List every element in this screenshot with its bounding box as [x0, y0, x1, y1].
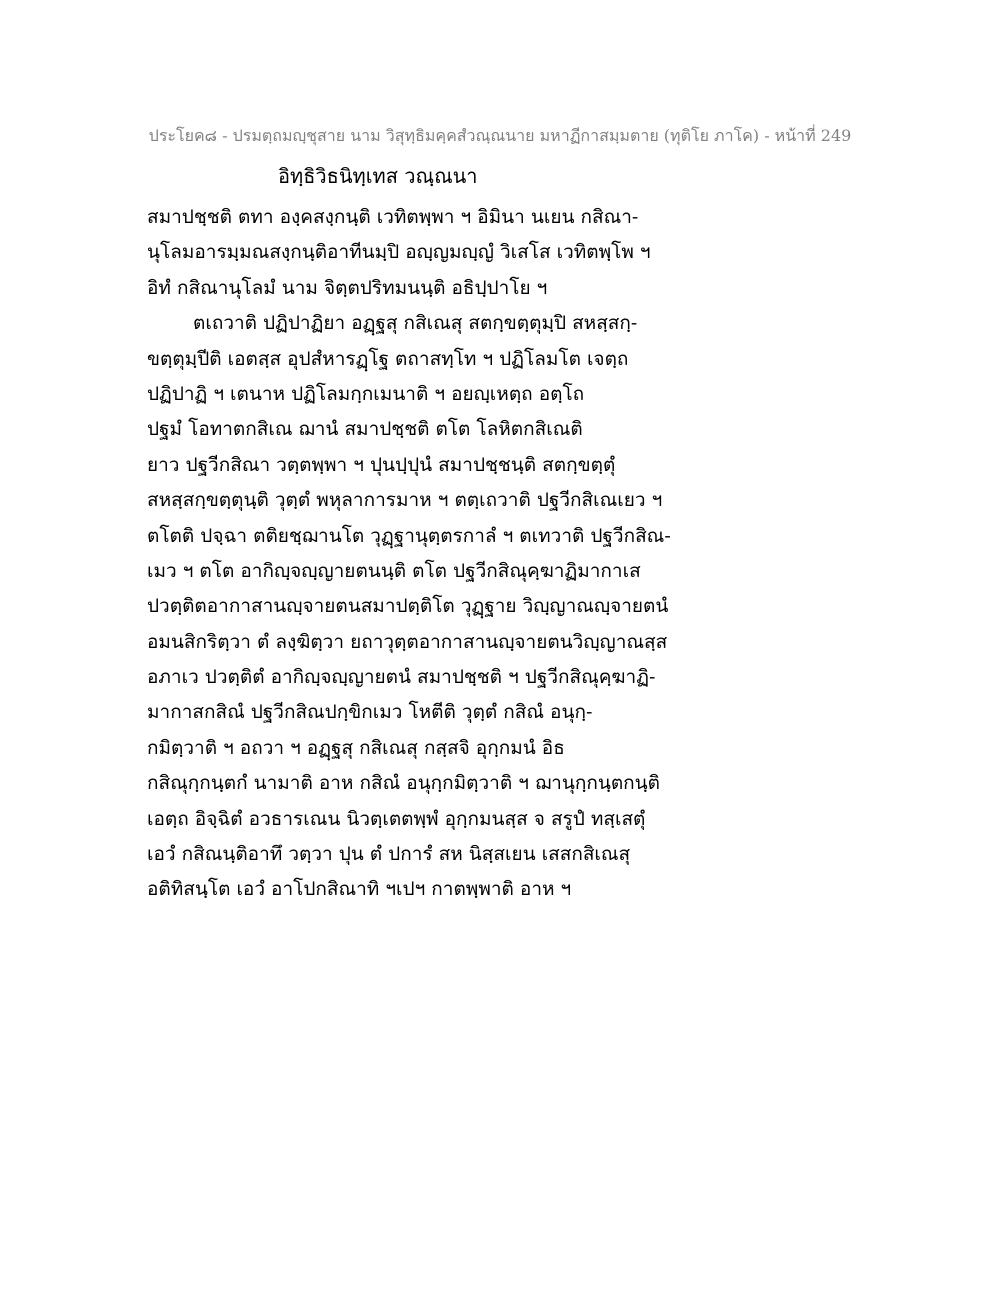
text-line: สหสฺสกฺขตฺตุนฺติ วุตฺตํ พหุลาการมาห ฯ ตตฺเถวาติ ปฐวีกสิเณเยว ฯ	[147, 489, 663, 512]
text-line: สมาปชฺชติ ตทา องฺคสงฺกนฺติ เวทิตพฺพา ฯ อิมินา นเยน กสิณา-	[147, 206, 639, 228]
text-line: ตโตติ ปจฺฉา ตติยชฺฌานโต วุฏฺฐานุตฺตรกาลํ ฯ ตเทวาติ ปฐวีกสิณ-	[147, 524, 671, 547]
text-line: อมนสิกริตฺวา ตํ ลงฺฆิตฺวา ยถาวุตฺตอากาสานญฺจายตนวิญฺญาณสฺส	[147, 630, 668, 653]
body-text	[147, 200, 687, 908]
text-line: ปวตฺติตอากาสานญฺจายตนสมาปตฺติโต วุฏฺฐาย วิญฺญาณญฺจายตนํ	[147, 595, 669, 618]
text-line: ตเถวาติ ปฏิปาฏิยา อฏฺฐสุ กสิเณสุ สตกฺขตฺตุมฺปิ สหสฺสกฺ-	[193, 312, 638, 335]
text-line: เมว ฯ ตโต อากิญฺจญฺญายตนนฺติ ตโต ปฐวีกสิณุคฺฆาฏิมากาเส	[147, 559, 641, 582]
text-line: กมิตฺวาติ ฯ อถวา ฯ อฏฺฐสุ กสิเณสุ กสฺสจิ อุกฺกมนํ อิธ	[147, 736, 565, 759]
running-header: ประโยค๘ - ปรมตฺถมญฺชุสาย นาม วิสุทฺธิมคฺคสํวณฺณนาย มหาฏีกาสมฺมตาย (ทุติโย ภาโค) - หน้าที่ 249	[148, 126, 852, 145]
text-line: ยาว ปฐวีกสิณา วตฺตพฺพา ฯ ปุนปฺปุนํ สมาปชฺชนฺติ สตกฺขตฺตุํ	[147, 453, 616, 476]
text-line: อติทิสนฺโต เอวํ อาโปกสิณาทิ ฯเปฯ กาตพฺพาติ อาห ฯ	[147, 878, 572, 901]
text-line: ปฏิปาฏิ ฯ เตนาห ปฏิโลมกฺกเมนาติ ฯ อยญฺเหตฺถ อตฺโถ	[147, 382, 585, 405]
text-line: กสิณุกฺกนฺตกํ นามาติ อาห กสิณํ อนุกฺกมิตฺวาติ ฯ ฌานุกฺกนฺตกนฺติ	[147, 772, 660, 795]
text-line: เอวํ กสิณนฺติอาทึ วตฺวา ปุน ตํ ปการํ สห นิสฺสเยน เสสกสิเณสุ	[147, 843, 631, 866]
text-line: นุโลมอารมฺมณสงฺกนฺติอาทีนมฺปิ อญฺญมญฺญํ วิเสโส เวทิตพฺโพ ฯ	[147, 241, 651, 264]
text-line: อิทํ กสิณานุโลมํ นาม จิตฺตปริทมนนฺติ อธิปฺปาโย ฯ	[147, 276, 548, 299]
text-line: มากาสกสิณํ ปฐวีกสิณปกฺขิกเมว โหตีติ วุตฺตํ กสิณํ อนุกฺ-	[147, 701, 593, 724]
text-line: ปฐมํ โอทาตกสิเณ ฌานํ สมาปชฺชติ ตโต โลหิตกสิเณติ	[147, 418, 583, 441]
text-line: เอตฺถ อิจฺฉิตํ อวธารเณน นิวตฺเตตพฺพํ อุกฺกมนสฺส จ สรูปํ ทสฺเสตุํ	[147, 807, 646, 830]
text-line: อภาเว ปวตฺติตํ อากิญฺจญฺญายตนํ สมาปชฺชติ ฯ ปฐวีกสิณุคฺฆาฏิ-	[147, 666, 656, 689]
section-title: อิทฺธิวิธนิทฺเทส วณฺณนา	[278, 164, 478, 188]
text-line: ขตฺตุมฺปีติ เอตสฺส อุปสํหารฏฺโฐ ตถาสทฺโท ฯ ปฏิโลมโต เจตฺถ	[147, 347, 629, 370]
